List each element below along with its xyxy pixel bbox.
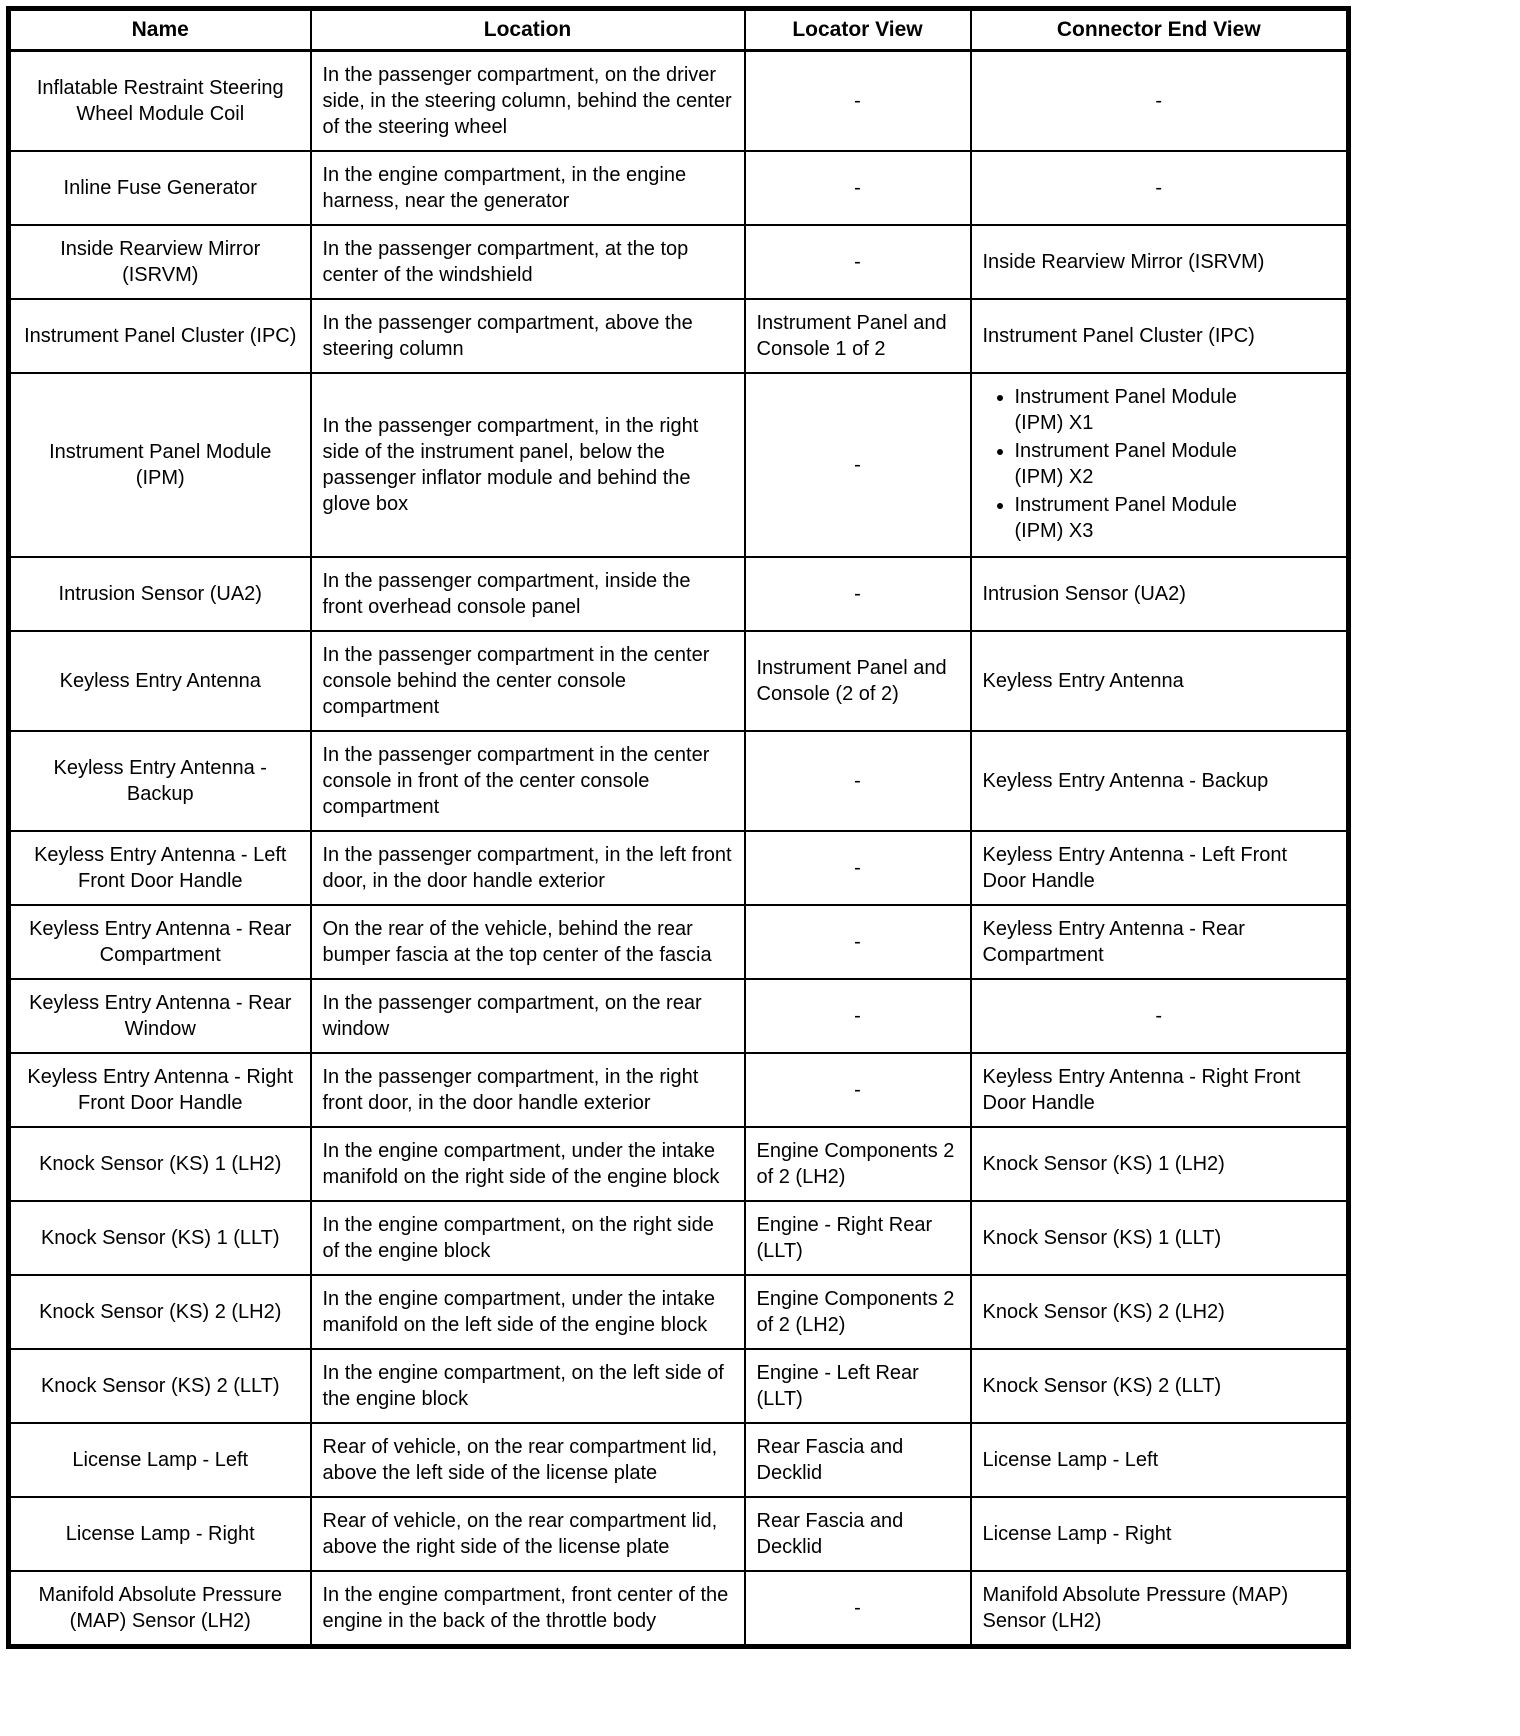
connector-bullet-item: • Instrument Panel Module (IPM) X2 <box>1015 438 1265 490</box>
table-row <box>9 1275 1349 1349</box>
connector-end-view-cell: Keyless Entry Antenna - Left Front Door Handle <box>971 831 1349 905</box>
location-cell: In the passenger compartment, in the left front door, in the door handle exterior <box>311 831 745 905</box>
location-cell: In the passenger compartment, above the steering column <box>311 299 745 373</box>
connector-end-view-cell: Keyless Entry Antenna - Rear Compartment <box>971 905 1349 979</box>
location-cell: Rear of vehicle, on the rear compartment lid, above the right side of the license plate <box>311 1497 745 1571</box>
location-cell: In the engine compartment, front center of the engine in the back of the throttle body <box>311 1571 745 1647</box>
locator-view-cell: - <box>745 151 971 225</box>
connector-end-view-cell: Knock Sensor (KS) 2 (LH2) <box>971 1275 1349 1349</box>
table-row <box>9 1201 1349 1275</box>
locator-view-cell: Engine Components 2 of 2 (LH2) <box>745 1275 971 1349</box>
table-row <box>9 1349 1349 1423</box>
table-row <box>9 51 1349 152</box>
connector-end-view-cell: Knock Sensor (KS) 1 (LLT) <box>971 1201 1349 1275</box>
name-cell: Keyless Entry Antenna - Left Front Door Handle <box>9 831 311 905</box>
name-cell: Manifold Absolute Pressure (MAP) Sensor (LH2) <box>9 1571 311 1647</box>
table-row <box>9 905 1349 979</box>
name-cell: License Lamp - Right <box>9 1497 311 1571</box>
locator-view-cell: - <box>745 373 971 557</box>
location-cell: In the passenger compartment, on the rear window <box>311 979 745 1053</box>
column-header-connector-end-view: Connector End View <box>971 9 1349 51</box>
connector-end-view-cell: License Lamp - Left <box>971 1423 1349 1497</box>
location-cell: In the passenger compartment in the center console in front of the center console compartment <box>311 731 745 831</box>
location-cell: In the passenger compartment in the center console behind the center console compartment <box>311 631 745 731</box>
location-cell: On the rear of the vehicle, behind the rear bumper fascia at the top center of the fascia <box>311 905 745 979</box>
locator-view-cell: - <box>745 905 971 979</box>
table-row <box>9 557 1349 631</box>
locator-view-cell: - <box>745 979 971 1053</box>
location-cell: In the engine compartment, under the intake manifold on the right side of the engine block <box>311 1127 745 1201</box>
connector-end-view-cell: Knock Sensor (KS) 2 (LLT) <box>971 1349 1349 1423</box>
name-cell: Inflatable Restraint Steering Wheel Module Coil <box>9 51 311 152</box>
name-cell: Knock Sensor (KS) 1 (LLT) <box>9 1201 311 1275</box>
name-cell: Keyless Entry Antenna - Rear Compartment <box>9 905 311 979</box>
header-row <box>9 9 1349 51</box>
connector-bullet-item: • Instrument Panel Module (IPM) X1 <box>1015 384 1265 436</box>
location-cell: Rear of vehicle, on the rear compartment lid, above the left side of the license plate <box>311 1423 745 1497</box>
name-cell: Instrument Panel Module (IPM) <box>9 373 311 557</box>
name-cell: Intrusion Sensor (UA2) <box>9 557 311 631</box>
location-cell: In the engine compartment, in the engine harness, near the generator <box>311 151 745 225</box>
locator-view-cell: - <box>745 731 971 831</box>
table-row <box>9 1571 1349 1647</box>
table-row <box>9 831 1349 905</box>
name-cell: Inline Fuse Generator <box>9 151 311 225</box>
table-row <box>9 731 1349 831</box>
location-cell: In the engine compartment, under the intake manifold on the left side of the engine block <box>311 1275 745 1349</box>
table-row <box>9 631 1349 731</box>
connector-end-view-cell: Instrument Panel Cluster (IPC) <box>971 299 1349 373</box>
connector-end-view-cell: Keyless Entry Antenna <box>971 631 1349 731</box>
connector-end-view-cell <box>971 373 1349 557</box>
name-cell: Instrument Panel Cluster (IPC) <box>9 299 311 373</box>
table-row <box>9 225 1349 299</box>
locator-view-cell: - <box>745 51 971 152</box>
connector-end-view-cell: - <box>971 151 1349 225</box>
table-row <box>9 373 1349 557</box>
location-cell: In the passenger compartment, in the right front door, in the door handle exterior <box>311 1053 745 1127</box>
location-cell: In the engine compartment, on the left side of the engine block <box>311 1349 745 1423</box>
table-row <box>9 979 1349 1053</box>
table-body <box>9 51 1349 1647</box>
name-cell: Knock Sensor (KS) 1 (LH2) <box>9 1127 311 1201</box>
table-row <box>9 1053 1349 1127</box>
connector-end-view-cell: Intrusion Sensor (UA2) <box>971 557 1349 631</box>
table-row <box>9 1127 1349 1201</box>
name-cell: Knock Sensor (KS) 2 (LH2) <box>9 1275 311 1349</box>
table-row <box>9 299 1349 373</box>
connector-end-view-cell: License Lamp - Right <box>971 1497 1349 1571</box>
locator-view-cell: Engine Components 2 of 2 (LH2) <box>745 1127 971 1201</box>
location-cell: In the engine compartment, on the right side of the engine block <box>311 1201 745 1275</box>
locator-view-cell: Engine - Right Rear (LLT) <box>745 1201 971 1275</box>
location-cell: In the passenger compartment, on the driver side, in the steering column, behind the center of the steering wheel <box>311 51 745 152</box>
locator-view-cell: Engine - Left Rear (LLT) <box>745 1349 971 1423</box>
locator-view-cell: - <box>745 1053 971 1127</box>
name-cell: Keyless Entry Antenna - Rear Window <box>9 979 311 1053</box>
location-cell: In the passenger compartment, in the right side of the instrument panel, below the passenger inflator module and behind the glove box <box>311 373 745 557</box>
name-cell: Keyless Entry Antenna - Right Front Door Handle <box>9 1053 311 1127</box>
name-cell: Knock Sensor (KS) 2 (LLT) <box>9 1349 311 1423</box>
locator-view-cell: - <box>745 831 971 905</box>
location-cell: In the passenger compartment, inside the front overhead console panel <box>311 557 745 631</box>
connector-end-view-cell: Keyless Entry Antenna - Right Front Door Handle <box>971 1053 1349 1127</box>
column-header-location: Location <box>311 9 745 51</box>
connector-end-view-cell: - <box>971 979 1349 1053</box>
locator-view-cell: Rear Fascia and Decklid <box>745 1423 971 1497</box>
table-row <box>9 1497 1349 1571</box>
connector-end-view-cell: Manifold Absolute Pressure (MAP) Sensor (LH2) <box>971 1571 1349 1647</box>
locator-view-cell: - <box>745 225 971 299</box>
name-cell: Keyless Entry Antenna - Backup <box>9 731 311 831</box>
name-cell: Inside Rearview Mirror (ISRVM) <box>9 225 311 299</box>
location-cell: In the passenger compartment, at the top center of the windshield <box>311 225 745 299</box>
locator-view-cell: Instrument Panel and Console 1 of 2 <box>745 299 971 373</box>
locator-view-cell: - <box>745 1571 971 1647</box>
column-header-name: Name <box>9 9 311 51</box>
name-cell: License Lamp - Left <box>9 1423 311 1497</box>
name-cell: Keyless Entry Antenna <box>9 631 311 731</box>
column-header-locator-view: Locator View <box>745 9 971 51</box>
connector-end-view-cell: Knock Sensor (KS) 1 (LH2) <box>971 1127 1349 1201</box>
table-row <box>9 151 1349 225</box>
table-row <box>9 1423 1349 1497</box>
component-locator-table <box>6 6 1351 1649</box>
locator-view-cell: Instrument Panel and Console (2 of 2) <box>745 631 971 731</box>
connector-bullet-list <box>983 384 1336 544</box>
connector-bullet-item: • Instrument Panel Module (IPM) X3 <box>1015 492 1265 544</box>
connector-end-view-cell: Keyless Entry Antenna - Backup <box>971 731 1349 831</box>
locator-view-cell: - <box>745 557 971 631</box>
connector-end-view-cell: Inside Rearview Mirror (ISRVM) <box>971 225 1349 299</box>
connector-end-view-cell: - <box>971 51 1349 152</box>
locator-view-cell: Rear Fascia and Decklid <box>745 1497 971 1571</box>
